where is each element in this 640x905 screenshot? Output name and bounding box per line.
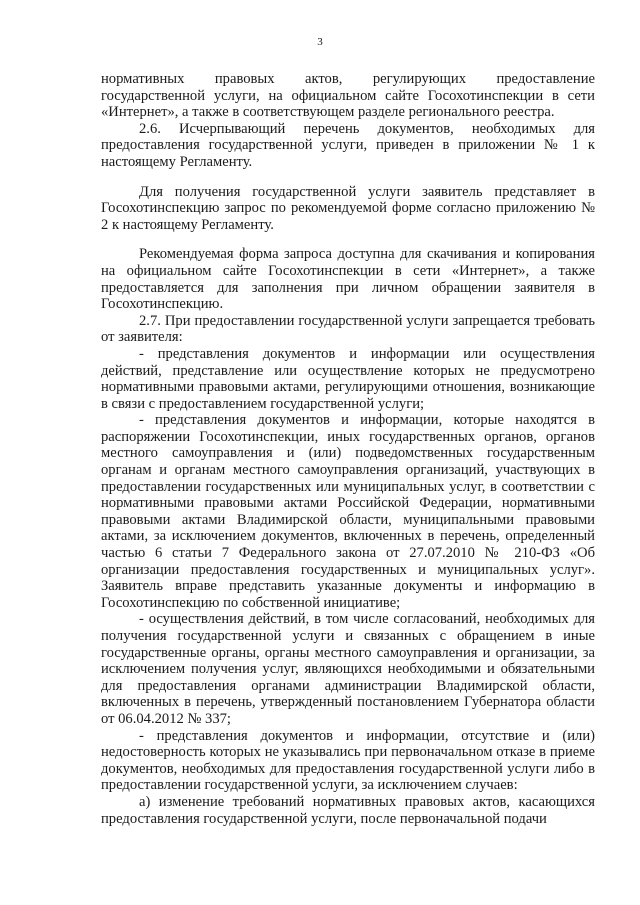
paragraph-2-7: 2.7. При предоставлении государственной услуги запрещается требовать от заявителя: — [101, 312, 595, 346]
paragraph-2-6: 2.6. Исчерпывающий перечень документов, необходимых для предоставления государственной услуги, приведен в приложении № 1 к настоящему Регламенту. — [101, 120, 595, 170]
page-number: 3 — [317, 36, 323, 48]
paragraph-continuation: нормативных правовых актов, регулирующих предоставление государственной услуги, на официальном сайте Госохотинспекции в сети «Интернет», а также в соответствующем разделе регионального реестра. — [101, 71, 595, 121]
paragraph-form-availability: Рекомендуемая форма запроса доступна для скачивания и копирования на официальном сайте Госохотинспекции в сети «Интернет», а также предоставляется для заполнения при личном обращении заявителя в Госохотинспекцию. — [101, 246, 595, 313]
list-item-case-a: а) изменение требований нормативных правовых актов, касающихся предоставления государственной услуги, после первоначальной подачи — [101, 793, 595, 827]
list-item-documents: - представления документов и информации, которые находятся в распоряжении Госохотинспекции, иных государственных органов, органов местного самоуправления и (или) подведомственных государственным органам и органам местного самоуправления организаций, участвующих в предоставлении государственных или муниципальных услуг, в соответствии с нормативными правовыми актами Российской Федерации, нормативными правовыми актами Владимирской области, муниципальными правовыми актами, за исключением документов, включенных в перечень, определенный частью 6 статьи 7 Федерального закона от 27.07.2010 № 210-ФЗ «Об организации предоставления государственных и муниципальных услуг». Заявитель вправе представить указанные документы и информацию в Госохотинспекцию по собственной инициативе; — [101, 412, 595, 611]
list-item-approvals: - осуществления действий, в том числе согласований, необходимых для получения государственной услуги и связанных с обращением в иные государственные органы, органы местного самоуправления и организации, за исключением получения услуг, являющихся необходимыми и обязательными для предоставления органами администрации Владимирской области, включенных в перечень, утвержденный постановлением Губернатора области от 06.04.2012 № 337; — [101, 611, 595, 727]
list-item-actions: - представления документов и информации или осуществления действий, представление или осуществление которых не предусмотрено нормативными правовыми актами, регулирующими отношения, возникающие в связи с предоставлением государственной услуги; — [101, 345, 595, 412]
document-body — [101, 71, 595, 827]
list-item-missing-documents: - представления документов и информации, отсутствие и (или) недостоверность которых не указывались при первоначальном отказе в приеме документов, необходимых для предоставления государственной услуги либо в предоставлении государственной услуги, за исключением случаев: — [101, 727, 595, 794]
paragraph-request-form: Для получения государственной услуги заявитель представляет в Госохотинспекцию запрос по рекомендуемой форме согласно приложению № 2 к настоящему Регламенту. — [101, 183, 595, 233]
